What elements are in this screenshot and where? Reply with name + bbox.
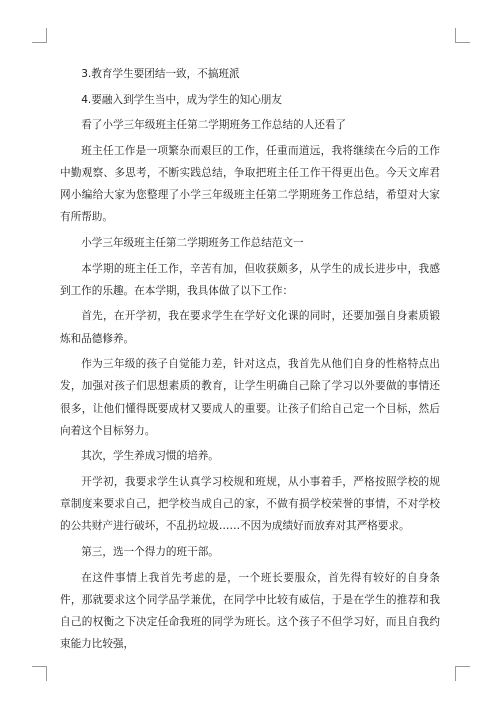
paragraph-school-rules: 开学初，我要求学生认真学习校规和班规，从小事着手，严格按照学校的规章制度来要求自己，把学校当成自己的家，不做有损学校荣誉的事情，不对学校的公共财产进行破坏，不乱扔垃圾……不因为成绩好而放弃对其严格要求。 <box>60 475 440 533</box>
paragraph-item-4: 4.要融入到学生当中，成为学生的知心朋友 <box>81 93 282 106</box>
paragraph-first: 首先，在开学初，我在要求学生在学好文化课的同时，还要加强自身素质锻炼和品德修养。 <box>60 310 440 345</box>
crop-mark-bottom-left <box>32 666 47 681</box>
paragraph-third-grade: 作为三年级的孩子自觉能力差，针对这点，我首先从他们自身的性格特点出发，加强对孩子们思想素质的教育，让学生明确自己除了学习以外要做的事情还很多，让他们懂得既要成材又要成人的重要。让孩子们给自己定一个目标，然后向着这个目标努力。 <box>60 358 440 437</box>
document-body <box>60 63 440 659</box>
paragraph-third: 第三，选一个得力的班干部。 <box>81 545 219 558</box>
crop-mark-top-left <box>32 28 47 43</box>
paragraph-second: 其次，学生养成习惯的培养。 <box>81 450 219 463</box>
paragraph-class-monitor: 在这件事情上我首先考虑的是，一个班长要服众，首先得有较好的自身条件，那就要求这个同学品学兼优，在同学中比较有威信，于是在学生的推荐和我自己的权衡之下决定任命我班的同学为班长。这个孩子不但学习好，而且自我约束能力比较强， <box>60 571 440 651</box>
crop-mark-bottom-right <box>455 666 470 681</box>
paragraph-item-3: 3.教育学生要团结一致，不搞班派 <box>81 68 240 80</box>
crop-mark-top-right <box>455 28 470 43</box>
intro-paragraph: 班主任工作是一项繁杂而艰巨的工作，任重而道远，我将继续在今后的工作中勤观察、多思考，不断实践总结，争取把班主任工作干得更出色。今天文库君网小编给大家为您整理了小学三年级班主任第二学期班务工作总结，希望对大家有所帮助。 <box>60 144 440 224</box>
related-heading: 看了小学三年级班主任第二学期班务工作总结的人还看了 <box>81 119 347 132</box>
paragraph-semester-summary: 本学期的班主任工作，辛苦有加，但收获颇多，从学生的成长进步中，我感到工作的乐趣。在本学期，我具体做了以下工作： <box>60 262 440 297</box>
article-title: 小学三年级班主任第二学期班务工作总结范文一 <box>81 236 304 249</box>
